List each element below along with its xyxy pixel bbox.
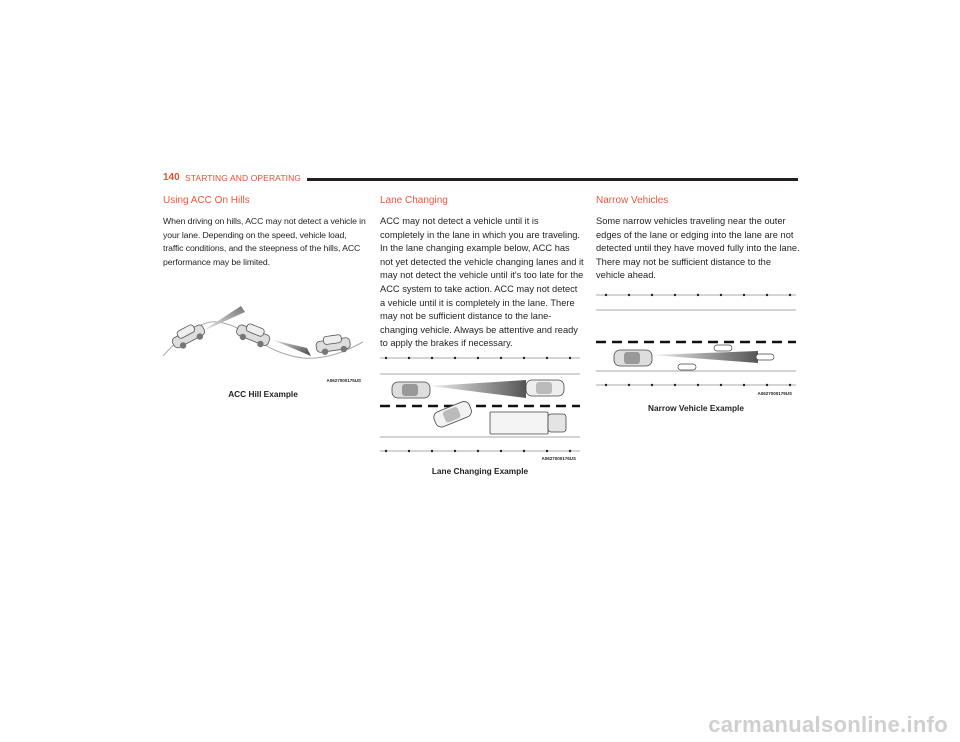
figure-code: A0627000179US [757,391,792,396]
car-icon [315,333,351,356]
hill-illustration [163,298,363,386]
column-hills [163,194,368,269]
page-header [163,172,798,186]
caption-hills: ACC Hill Example [228,389,298,399]
column-narrow-vehicles [596,194,801,283]
narrow-vehicle-illustration [596,291,796,391]
figure-acc-hill [163,298,363,386]
car-icon [526,380,564,396]
car-icon [392,382,430,398]
header-rule [307,178,798,181]
caption-lane-changing: Lane Changing Example [431,466,529,476]
car-icon [234,320,272,350]
figure-code: A0627000176US [541,456,576,461]
figure-lane-changing [380,354,580,462]
watermark: carmanualsonline.info [708,712,948,737]
body-narrow-vehicles: Some narrow vehicles traveling near the outer edges of the lane or edging into the lane are not detected until they have moved fully into the lane. There may not be sufficient distance to the vehicle ahead. [596,216,800,281]
column-lane-changing [380,194,585,351]
figure-code: A0627000175US [326,378,361,383]
figure-narrow-vehicle [596,291,796,401]
car-icon [432,400,473,429]
caption-narrow-vehicles: Narrow Vehicle Example [648,403,744,413]
page-number: 140 [163,172,180,183]
heading-hills: Using ACC On Hills [163,195,250,206]
truck-icon [490,412,566,434]
body-hills: When driving on hills, ACC may not detect a vehicle in your lane. Depending on the speed, vehicle load, traffic conditions, and the steepness of the hills, ACC performance may be limited. [163,216,366,267]
car-icon [614,350,652,366]
heading-narrow-vehicles: Narrow Vehicles [596,195,669,206]
section-title: STARTING AND OPERATING [185,173,302,183]
lane-changing-illustration [380,354,580,462]
body-lane-changing: ACC may not detect a vehicle until it is completely in the lane in which you are traveling. In the lane changing example below, ACC has not yet detected the vehicle changing lanes and it may not detect the vehicle until it's too late for the ACC system to take action. ACC may not detect a vehicle until it is completely in the lane. There may not be sufficient distance to the lane-changing vehicle. Always be attentive and ready to apply the brakes if necessary. [380,216,584,349]
heading-lane-changing: Lane Changing [380,195,448,206]
